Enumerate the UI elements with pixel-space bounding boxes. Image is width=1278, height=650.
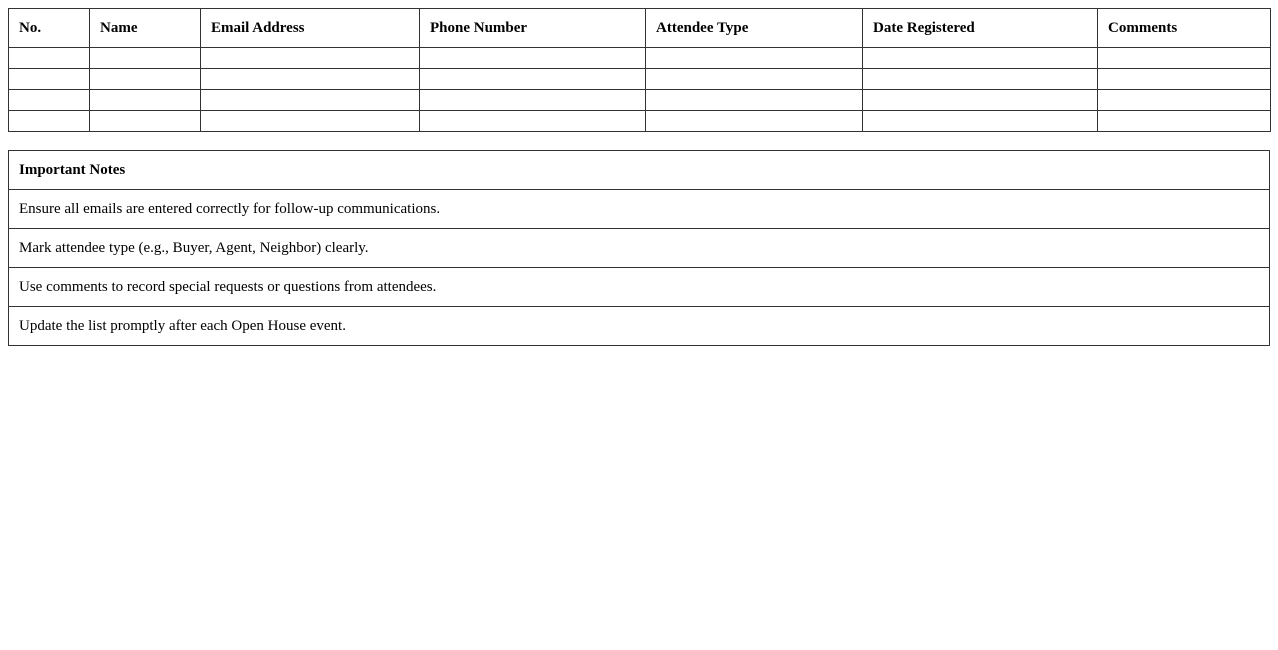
table-cell[interactable] bbox=[1098, 90, 1271, 111]
table-cell[interactable] bbox=[9, 111, 90, 132]
notes-header-row bbox=[9, 151, 1270, 190]
note-item: Update the list promptly after each Open House event. bbox=[9, 307, 1270, 346]
column-header-name: Name bbox=[90, 9, 201, 48]
table-cell[interactable] bbox=[863, 48, 1098, 69]
table-row bbox=[9, 69, 1271, 90]
table-cell[interactable] bbox=[90, 90, 201, 111]
table-header-row bbox=[9, 9, 1271, 48]
table-cell[interactable] bbox=[646, 90, 863, 111]
table-cell[interactable] bbox=[863, 69, 1098, 90]
table-cell[interactable] bbox=[646, 111, 863, 132]
table-cell[interactable] bbox=[90, 111, 201, 132]
table-cell[interactable] bbox=[90, 48, 201, 69]
notes-heading: Important Notes bbox=[9, 151, 1270, 190]
note-item: Use comments to record special requests or questions from attendees. bbox=[9, 268, 1270, 307]
column-header-email: Email Address bbox=[201, 9, 420, 48]
table-cell[interactable] bbox=[9, 90, 90, 111]
column-header-comments: Comments bbox=[1098, 9, 1271, 48]
table-cell[interactable] bbox=[1098, 111, 1271, 132]
table-cell[interactable] bbox=[9, 69, 90, 90]
note-row bbox=[9, 190, 1270, 229]
table-row bbox=[9, 111, 1271, 132]
table-cell[interactable] bbox=[863, 111, 1098, 132]
table-cell[interactable] bbox=[1098, 48, 1271, 69]
table-cell[interactable] bbox=[863, 90, 1098, 111]
table-cell[interactable] bbox=[420, 90, 646, 111]
column-header-phone: Phone Number bbox=[420, 9, 646, 48]
table-cell[interactable] bbox=[201, 111, 420, 132]
note-row bbox=[9, 229, 1270, 268]
table-row bbox=[9, 90, 1271, 111]
table-cell[interactable] bbox=[201, 90, 420, 111]
note-item: Mark attendee type (e.g., Buyer, Agent, Neighbor) clearly. bbox=[9, 229, 1270, 268]
table-cell[interactable] bbox=[646, 69, 863, 90]
column-header-attendee-type: Attendee Type bbox=[646, 9, 863, 48]
table-cell[interactable] bbox=[420, 48, 646, 69]
note-row bbox=[9, 307, 1270, 346]
table-cell[interactable] bbox=[1098, 69, 1271, 90]
table-cell[interactable] bbox=[420, 69, 646, 90]
notes-table bbox=[8, 150, 1270, 346]
table-cell[interactable] bbox=[201, 48, 420, 69]
note-row bbox=[9, 268, 1270, 307]
table-row bbox=[9, 48, 1271, 69]
table-cell[interactable] bbox=[420, 111, 646, 132]
table-cell[interactable] bbox=[90, 69, 201, 90]
attendee-table bbox=[8, 8, 1271, 132]
column-header-number: No. bbox=[9, 9, 90, 48]
column-header-date-registered: Date Registered bbox=[863, 9, 1098, 48]
table-cell[interactable] bbox=[646, 48, 863, 69]
note-item: Ensure all emails are entered correctly for follow-up communications. bbox=[9, 190, 1270, 229]
table-cell[interactable] bbox=[9, 48, 90, 69]
table-cell[interactable] bbox=[201, 69, 420, 90]
